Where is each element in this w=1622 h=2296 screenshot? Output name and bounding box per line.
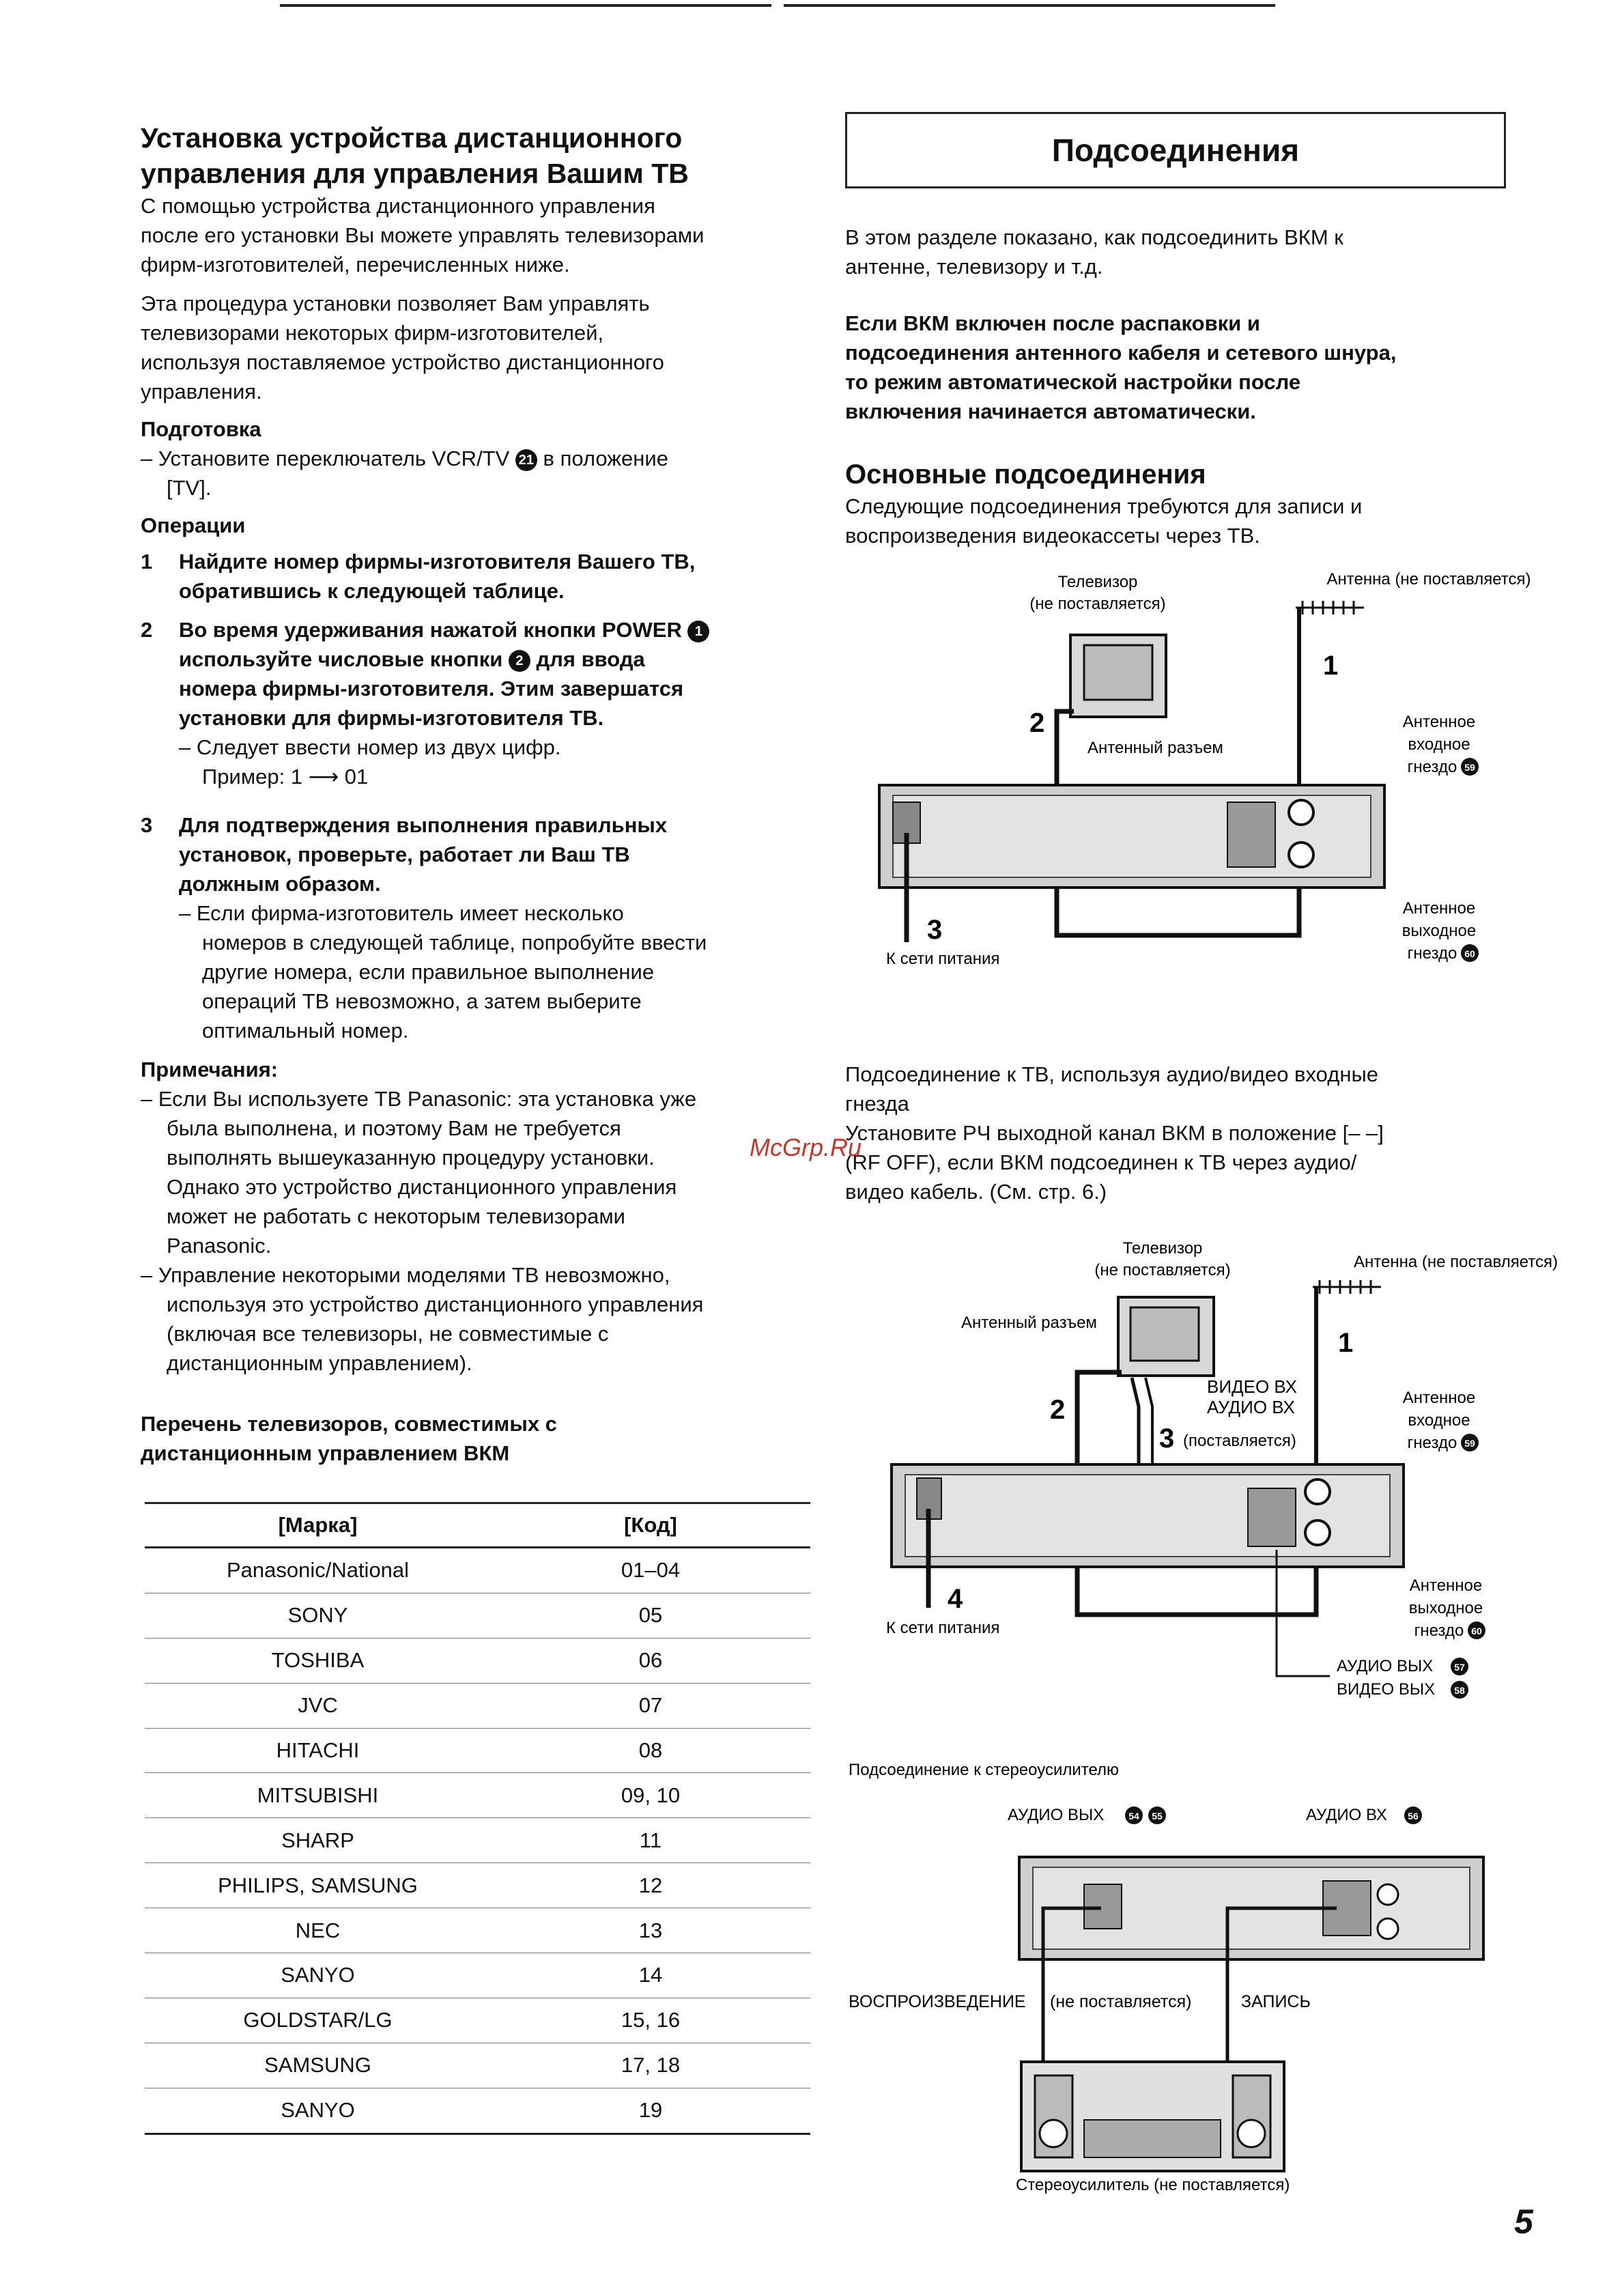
speaker-right-cone xyxy=(1238,2120,1265,2147)
step-number-1: 1 xyxy=(1323,651,1339,681)
notes-heading: Примечания: xyxy=(141,1058,279,1081)
step-number-3: 3 xyxy=(927,915,943,945)
table-row xyxy=(145,1863,810,1908)
diagram-caption: Подсоединение к стереоусилителю xyxy=(849,1761,1120,1779)
step-line: номера фирмы-изготовителя. Этим завершатся xyxy=(179,677,684,700)
text-line: телевизорами некоторых фирм-изготовителей, xyxy=(141,321,604,345)
code-cell: 08 xyxy=(491,1728,810,1773)
step-note: номеров в следующей таблице, попробуйте ввести xyxy=(202,931,707,954)
code-cell: 19 xyxy=(491,2088,810,2134)
connections-title: Подсоединения xyxy=(1051,132,1300,168)
column-header-brand: [Марка] xyxy=(145,1503,491,1548)
code-cell: 05 xyxy=(491,1593,810,1638)
video-out-label: ВИДЕО ВЫХ xyxy=(1337,1680,1436,1699)
code-cell: 13 xyxy=(491,1908,810,1953)
in-jack-label: Антенное xyxy=(1402,713,1476,731)
antenna-icon xyxy=(1296,601,1364,614)
step-1 xyxy=(141,547,816,606)
step-line: установки для фирмы-изготовителя ТВ. xyxy=(179,706,604,730)
code-cell: 12 xyxy=(491,1863,810,1908)
prep-heading: Подготовка xyxy=(141,417,261,441)
in-jack-label: Антенное xyxy=(1402,1389,1476,1407)
note-line: была выполнена, и поэтому Вам не требуется xyxy=(167,1116,621,1140)
intro-paragraph xyxy=(141,191,816,279)
text-line: Установите РЧ выходной канал ВКМ в положение [– –] xyxy=(845,1121,1384,1145)
brand-cell: SHARP xyxy=(145,1818,491,1863)
step-note: другие номера, если правильное выполнение xyxy=(202,960,655,984)
table-row xyxy=(145,1638,810,1683)
prep-line-2: [TV]. xyxy=(167,476,212,500)
list-heading-line: Перечень телевизоров, совместимых с xyxy=(141,1412,557,1436)
column-header-code: [Код] xyxy=(491,1503,810,1548)
brand-cell: SANYO xyxy=(145,2088,491,2134)
code-cell: 09, 10 xyxy=(491,1773,810,1818)
vcr-av-jack-block xyxy=(1248,1488,1296,1546)
step-line xyxy=(141,547,816,576)
code-cell: 06 xyxy=(491,1638,810,1683)
out-jack-label: выходное xyxy=(1402,922,1477,940)
table-row xyxy=(145,2088,810,2134)
rf-out-jack xyxy=(1289,842,1313,867)
text-line: управления. xyxy=(141,380,262,403)
step-note: оптимальный номер. xyxy=(202,1019,409,1043)
step-text: обратившись к следующей таблице. xyxy=(179,579,565,603)
text-line: подсоединения антенного кабеля и сетевого шнура, xyxy=(845,341,1397,365)
amplifier-label: Стереоусилитель (не поставляется) xyxy=(1016,2176,1290,2194)
in-jack-label: гнездо xyxy=(1407,758,1457,776)
amplifier-front xyxy=(1084,2120,1221,2157)
power-button-badge: 1 xyxy=(687,621,709,642)
in-jack-label: входное xyxy=(1408,735,1470,754)
step-example: Пример: 1 ⟶ 01 xyxy=(202,765,369,789)
text-line: включения начинается автоматически. xyxy=(845,399,1256,423)
note-line: – Если Вы используете ТВ Panasonic: эта установка уже xyxy=(141,1087,697,1111)
tv-list-heading xyxy=(141,1409,816,1468)
text-line: Если ВКМ включен после распаковки и xyxy=(845,311,1260,335)
out-jack-label: гнездо xyxy=(1407,944,1457,963)
note-line: может не работать с некоторым телевизорами xyxy=(167,1204,625,1228)
code-cell: 11 xyxy=(491,1818,810,1863)
top-rule-left xyxy=(280,4,771,7)
text-line: В этом разделе показано, как подсоединить ВКМ к xyxy=(845,225,1343,249)
jack-badge-text: 57 xyxy=(1454,1662,1465,1673)
text-line: антенне, телевизору и т.д. xyxy=(845,255,1103,279)
note-line: выполнять вышеуказанную процедуру установки. xyxy=(167,1146,655,1170)
step-line xyxy=(141,576,816,606)
code-cell: 01–04 xyxy=(491,1548,810,1593)
brand-cell: SAMSUNG xyxy=(145,2043,491,2088)
in-jack-label: гнездо xyxy=(1407,1434,1457,1452)
out-jack-label: Антенное xyxy=(1409,1576,1483,1595)
antenna-socket-label: Антенный разъем xyxy=(1087,739,1223,757)
text-line: после его установки Вы можете управлять телевизорами xyxy=(141,223,705,247)
watermark-text: McGrp.Ru xyxy=(750,1133,862,1161)
text-line: воспроизведения видеокассеты через ТВ. xyxy=(845,524,1260,548)
step-note: операций ТВ невозможно, а затем выберите xyxy=(202,989,642,1013)
rf-out-jack xyxy=(1305,1520,1330,1545)
step-number: 1 xyxy=(141,550,153,573)
jack-badge-text: 54 xyxy=(1128,1811,1139,1822)
table-row xyxy=(145,1773,810,1818)
rf-jack xyxy=(1378,1884,1398,1905)
page-number: 5 xyxy=(1514,2202,1533,2241)
code-cell: 07 xyxy=(491,1683,810,1728)
step-text: Для подтверждения выполнения правильных xyxy=(179,813,668,837)
jack-badge-text: 60 xyxy=(1471,1626,1482,1636)
step-line xyxy=(141,615,816,644)
left-column xyxy=(141,120,816,1468)
audio-out-label: АУДИО ВЫХ xyxy=(1337,1657,1434,1675)
brand-cell: MITSUBISHI xyxy=(145,1773,491,1818)
audio-in-label: АУДИО ВХ xyxy=(1306,1806,1387,1824)
brand-cell: Panasonic/National xyxy=(145,1548,491,1593)
table-row xyxy=(145,1548,810,1593)
step-number-2: 2 xyxy=(1029,708,1045,738)
prep-line xyxy=(141,444,816,473)
table-row xyxy=(145,1683,810,1728)
step-text: для ввода xyxy=(536,647,645,671)
vcr-jack-block xyxy=(1227,802,1275,867)
step-number: 2 xyxy=(141,618,153,642)
text-line: Подсоединение к ТВ, используя аудио/видео входные xyxy=(845,1062,1378,1086)
record-label: ЗАПИСЬ xyxy=(1241,1992,1311,2011)
text-line: фирм-изготовителей, перечисленных ниже. xyxy=(141,253,570,277)
step-number-3: 3 xyxy=(1159,1423,1175,1454)
out-jack-label: гнездо xyxy=(1414,1621,1464,1640)
table-row xyxy=(145,1728,810,1773)
in-jack-label: входное xyxy=(1408,1411,1470,1430)
text-line: Следующие подсоединения требуются для записи и xyxy=(845,494,1363,518)
step-number-1: 1 xyxy=(1338,1328,1354,1358)
text-line: то режим автоматической настройки после xyxy=(845,370,1301,394)
tv-sub-label: (не поставляется) xyxy=(1029,595,1166,613)
table-row xyxy=(145,1818,810,1863)
step-text: Найдите номер фирмы-изготовителя Вашего ТВ, xyxy=(179,550,696,573)
step-line: установок, проверьте, работает ли Ваш ТВ xyxy=(179,842,630,866)
rf-jack xyxy=(1378,1918,1398,1939)
brand-cell: JVC xyxy=(145,1683,491,1728)
text-line: гнезда xyxy=(845,1092,909,1116)
section-title-line2: управления для управления Вашим ТВ xyxy=(141,158,689,189)
tv-label: Телевизор xyxy=(1122,1239,1203,1258)
note-line: Однако это устройство дистанционного управления xyxy=(167,1175,677,1199)
mains-label: К сети питания xyxy=(886,950,1000,968)
tv-label: Телевизор xyxy=(1057,573,1138,591)
not-supplied-label: (не поставляется) xyxy=(1050,1992,1192,2011)
code-cell: 14 xyxy=(491,1953,810,1998)
antenna-label: Антенна (не поставляется) xyxy=(1326,570,1531,589)
notes-list xyxy=(141,1084,816,1378)
note-line: (включая все телевизоры, не совместимые с xyxy=(167,1322,609,1346)
tv-code-table xyxy=(145,1502,810,2135)
intro-paragraph-2 xyxy=(141,289,816,406)
playback-label: ВОСПРОИЗВЕДЕНИЕ xyxy=(849,1992,1026,2011)
out-jack-label: Антенное xyxy=(1402,899,1476,918)
code-cell: 17, 18 xyxy=(491,2043,810,2088)
video-in-label: ВИДЕО ВХ xyxy=(1207,1376,1297,1397)
text-line: (RF OFF), если ВКМ подсоединен к ТВ через аудио/ xyxy=(845,1150,1357,1174)
brand-cell: TOSHIBA xyxy=(145,1638,491,1683)
jack-badge-text: 55 xyxy=(1152,1811,1163,1822)
antenna-icon xyxy=(1313,1280,1381,1294)
antenna-socket-label: Антенный разъем xyxy=(961,1314,1097,1332)
auto-tune-note xyxy=(845,309,1528,426)
av-connection-text xyxy=(845,1060,1528,1206)
code-cell: 15, 16 xyxy=(491,1998,810,2043)
text-line: видео кабель. (См. стр. 6.) xyxy=(845,1180,1107,1204)
mains-label: К сети питания xyxy=(886,1619,1000,1637)
jack-badge-text: 58 xyxy=(1454,1685,1465,1696)
step-number-2: 2 xyxy=(1050,1395,1066,1425)
step-line xyxy=(141,644,816,674)
step-text: используйте числовые кнопки xyxy=(179,647,503,671)
step-note: – Если фирма-изготовитель имеет несколько xyxy=(179,901,624,925)
brand-cell: PHILIPS, SAMSUNG xyxy=(145,1863,491,1908)
step-note: – Следует ввести номер из двух цифр. xyxy=(179,735,561,759)
text-line: С помощью устройства дистанционного управления xyxy=(141,194,655,218)
jack-badge-text: 56 xyxy=(1408,1811,1419,1822)
section-title-line1: Установка устройства дистанционного xyxy=(141,122,683,154)
brand-cell: GOLDSTAR/LG xyxy=(145,1998,491,2043)
text-line: Эта процедура установки позволяет Вам управлять xyxy=(141,292,650,315)
tv-screen xyxy=(1084,645,1152,700)
jack-badge-text: 60 xyxy=(1464,948,1475,959)
brand-cell: SANYO xyxy=(145,1953,491,1998)
step-3 xyxy=(141,810,816,1045)
speaker-left-cone xyxy=(1040,2120,1067,2147)
note-line: используя это устройство дистанционного управления xyxy=(167,1292,704,1316)
note-line: Panasonic. xyxy=(167,1234,272,1258)
step-number: 3 xyxy=(141,813,153,837)
note-line: – Управление некоторыми моделями ТВ невозможно, xyxy=(141,1263,670,1287)
top-rule-right xyxy=(784,4,1275,7)
table-row xyxy=(145,1908,810,1953)
button-number-badge: 21 xyxy=(515,449,537,471)
basic-connection-diagram xyxy=(845,560,1531,997)
step-line xyxy=(141,810,816,840)
av-connection-diagram xyxy=(845,1229,1558,1720)
table-row xyxy=(145,1998,810,2043)
basic-connections-heading: Основные подсоединения xyxy=(845,459,1206,490)
step-line: должным образом. xyxy=(179,872,381,896)
number-buttons-badge: 2 xyxy=(509,650,530,672)
brand-cell: NEC xyxy=(145,1908,491,1953)
out-jack-label: выходное xyxy=(1408,1599,1483,1617)
right-text-top xyxy=(845,223,1528,550)
table-row xyxy=(145,2043,810,2088)
audio-out-label: АУДИО ВЫХ xyxy=(1008,1806,1105,1824)
ops-heading: Операции xyxy=(141,513,246,537)
connections-title-box xyxy=(845,112,1506,188)
audio-in-label: АУДИО ВХ xyxy=(1207,1397,1295,1417)
antenna-label: Антенна (не поставляется) xyxy=(1354,1253,1558,1271)
rf-in-jack xyxy=(1289,800,1313,825)
note-line: дистанционным управлением). xyxy=(167,1351,472,1375)
table-header-row xyxy=(145,1503,810,1548)
stereo-amplifier-diagram xyxy=(845,1755,1528,2198)
table-row xyxy=(145,1593,810,1638)
rf-in-jack xyxy=(1305,1479,1330,1504)
jack-badge-text: 59 xyxy=(1464,762,1475,773)
step-text: Во время удерживания нажатой кнопки POWER xyxy=(179,618,682,642)
prep-text-b: в положение xyxy=(543,447,668,470)
tv-sub-label: (не поставляется) xyxy=(1094,1261,1231,1279)
step-number-4: 4 xyxy=(948,1584,963,1614)
av-cable-supplied-label: (поставляется) xyxy=(1183,1432,1296,1450)
tv-screen xyxy=(1130,1307,1199,1361)
prep-text-a: – Установите переключатель VCR/TV xyxy=(141,447,510,470)
table-row xyxy=(145,1953,810,1998)
text-line: используя поставляемое устройство дистанционного xyxy=(141,350,664,374)
list-heading-line: дистанционным управлением ВКМ xyxy=(141,1441,510,1465)
jack-badge-text: 59 xyxy=(1464,1438,1475,1449)
step-2 xyxy=(141,615,816,791)
brand-cell: SONY xyxy=(145,1593,491,1638)
tv-code-table-wrap xyxy=(145,1502,810,2135)
brand-cell: HITACHI xyxy=(145,1728,491,1773)
